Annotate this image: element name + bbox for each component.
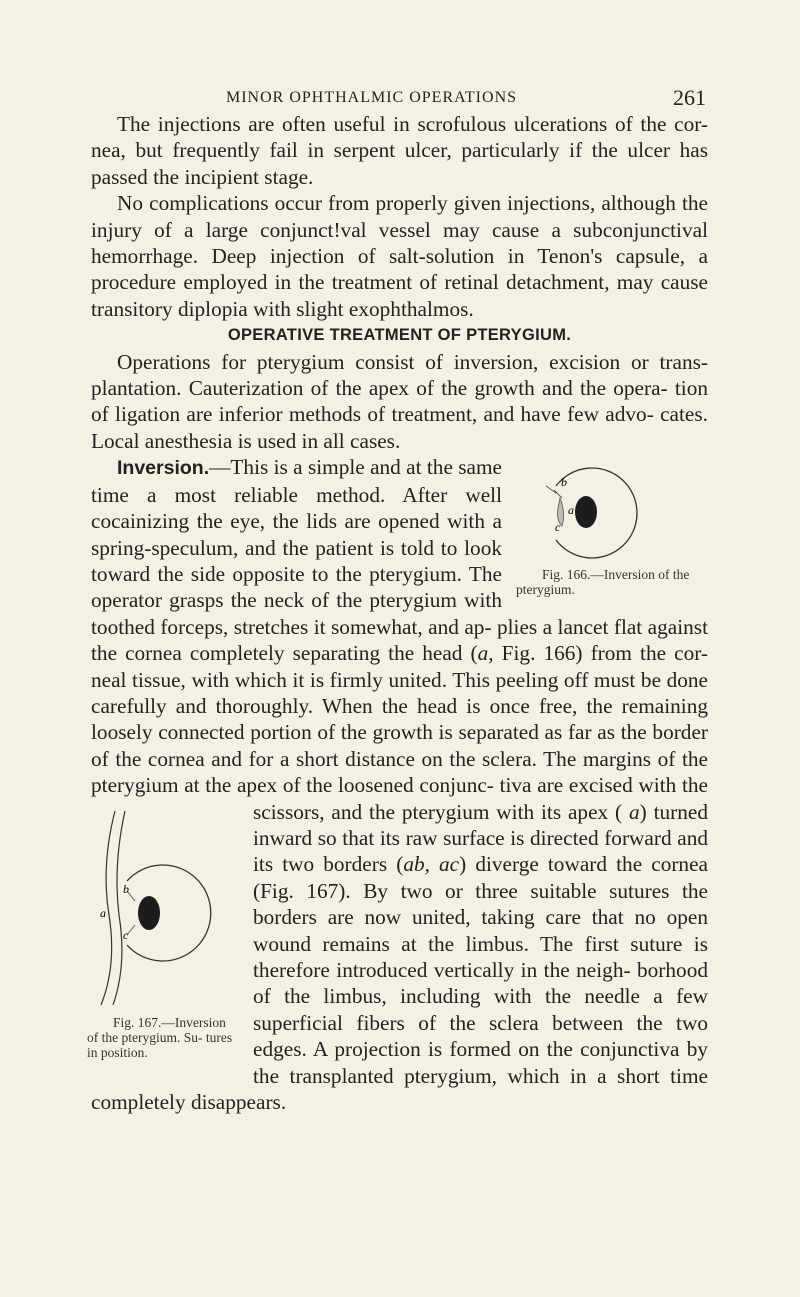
cornea-pupil (575, 496, 597, 528)
page-number: 261 (673, 85, 706, 110)
inversion-ref-ab-ac: ab, ac (403, 852, 460, 877)
body-text (87, 111, 708, 1115)
chapter-title: MINOR OPHTHALMIC OPERATIONS (226, 89, 518, 106)
inversion-text-1: —This is a simple and at the same time a most reliable method. After well cocainizing the eye, the lids are opened with a spring-speculum, and the patient is told to look toward the side opposite to the pterygium. The operator grasps the neck of the pterygium with toothed forceps, stretches it somewhat, and ap- plies a lancet flat against the cornea completely separating the head ( (91, 455, 708, 666)
label-b: b (123, 881, 129, 896)
run-in-heading-inversion: Inversion. (117, 457, 210, 480)
figure-166 (516, 458, 712, 608)
label-c: c (555, 520, 561, 535)
caption-fig-167: Fig. 167.—Inversion of the pterygium. Su- tures in position. (87, 1014, 233, 1060)
section-heading: OPERATIVE TREATMENT OF PTERYGIUM. (227, 326, 572, 345)
inversion-text-2: , Fig. 166) from the cor- neal tissue, with which it is firmly united. This peeling off must be done carefully and thoroughly. When the head is once free, the remaining loosely connected portion of the growth is separated as far as the border of the cornea and for a short distance on the sclera. The margins of the pterygium at the apex of the loosened conjunc- tiva are excised with the scissors, and the pterygium with its apex ( (91, 641, 708, 824)
label-c: c (123, 927, 129, 942)
pterygium-fold (546, 486, 562, 498)
label-b: b (561, 475, 567, 490)
paragraph-complications: No complications occur from properly given injections, although the injury of a large conjunct!val vessel may cause a subconjunctival hemorrhage. Deep injection of salt-solution in Tenon's capsule, a procedure employed in the treatment of retinal detachment, may cause transitory diplopia with slight exophthalmos. (91, 191, 708, 321)
pterygium-inversion-drawing-167 (87, 805, 235, 1005)
label-a: a (568, 503, 574, 518)
inversion-text-4: ) diverge toward the cornea (Fig. 167). By two or three suitable sutures the borders are now united, taking care that no open wound remains at the limbus. The first suture is therefore introduced vertically in the neigh- borhood of the limbus, including with the needle a few superficial fibers of the sclera between the two edges. A projection is formed on the conjunctiva by the transplanted pterygium, which in a short time completely disappears. (91, 852, 708, 1115)
inversion-ref-a: a (477, 641, 489, 666)
cornea-pupil (138, 896, 160, 930)
inversion-ref-a-apex: a (628, 799, 640, 824)
label-a: a (100, 905, 106, 920)
pterygium-inversion-drawing-166 (516, 458, 712, 568)
figure-167 (87, 805, 235, 1067)
conjunctiva-right-border (113, 811, 125, 1005)
paragraph-operations: Operations for pterygium consist of inversion, excision or trans- plantation. Cauterization of the apex of the growth and the opera- tion of ligation are inferior methods of treatment, and have few advo- cates. Local anesthesia is used in all cases. (91, 349, 708, 453)
inversion-text-3: ) turned inward so that its raw surface is directed forward and its two borders ( (253, 799, 708, 877)
caption-fig-166: Fig. 166.—Inversion of the pterygium. (516, 567, 690, 598)
paragraph-inversion (87, 454, 708, 1115)
paragraph-injections-scrofulous: The injections are often useful in scrofulous ulcerations of the cor- nea, but frequently fail in serpent ulcer, particularly if the ulcer has passed the incipient stage. (91, 112, 708, 189)
